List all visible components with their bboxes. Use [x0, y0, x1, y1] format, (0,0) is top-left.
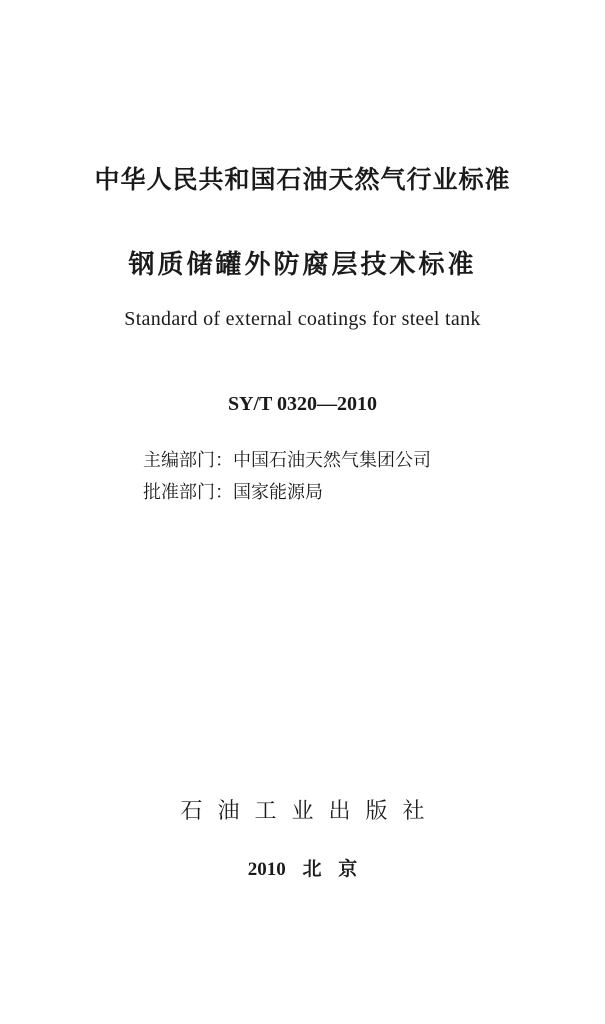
standard-title-english: Standard of external coatings for steel tank [124, 308, 481, 330]
publication-year-place: 2010 北 京 [247, 859, 358, 880]
standard-title-chinese: 钢质储罐外防腐层技术标准 [128, 250, 477, 280]
publisher-name: 石油工业出版社 [180, 799, 440, 824]
approval-department: 批准部门：国家能源局 [143, 482, 323, 503]
issuer-heading: 中华人民共和国石油天然气行业标准 [94, 165, 511, 194]
standard-code: SY/T 0320—2010 [227, 393, 378, 415]
chief-editor-department: 主编部门：中国石油天然气集团公司 [143, 450, 431, 471]
